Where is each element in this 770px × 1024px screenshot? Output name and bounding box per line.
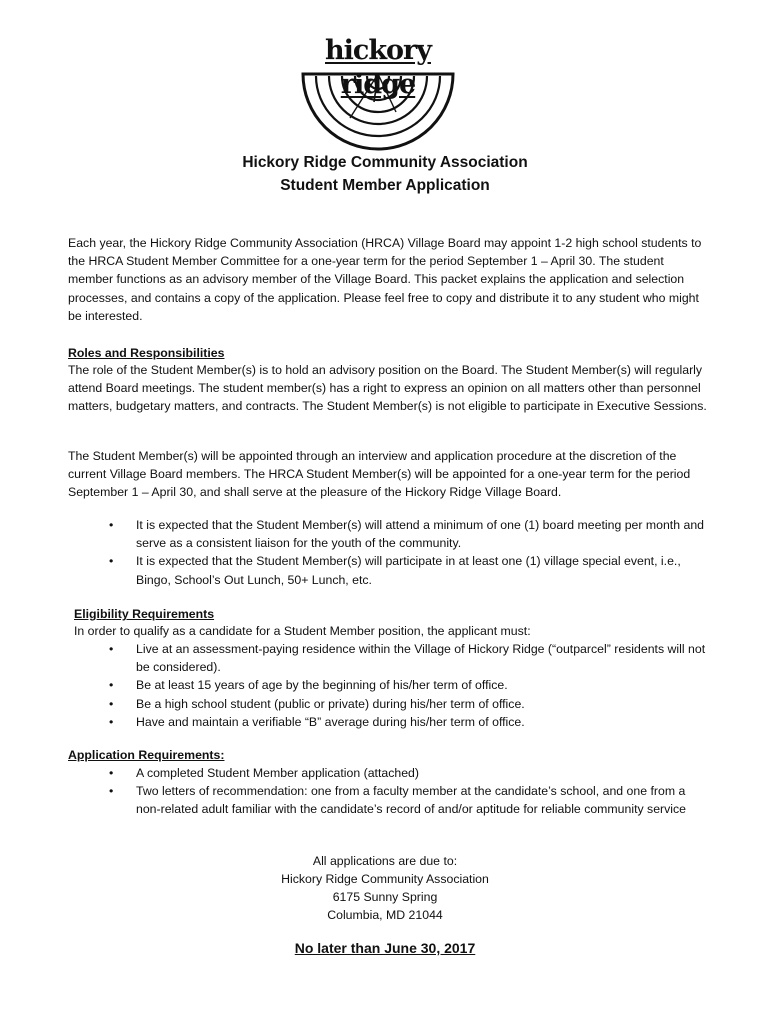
eligibility-intro: In order to qualify as a candidate for a Student Member position, the applicant must: bbox=[74, 624, 531, 638]
roles-paragraph-1: The role of the Student Member(s) is to hold an advisory position on the Board. The Student Member(s) will regularly attend Board meetings. The student member(s) has a right to express an opinion on all matters other than personnel matters, budgetary matters, and contracts. The Student Member(s) is not eligible to participate in Executive Sessions. bbox=[68, 363, 707, 414]
list-item: • Be a high school student (public or private) during his/her term of office. bbox=[136, 695, 706, 713]
application-bullet-list bbox=[109, 764, 706, 819]
bullet-icon: • bbox=[109, 678, 114, 693]
list-item: • It is expected that the Student Member(s) will participate in at least one (1) village special event, i.e., Bingo, School’s Out Lunch, 50+ Lunch, etc. bbox=[109, 554, 681, 587]
bullet-icon: • bbox=[109, 554, 114, 569]
due-line-4: Columbia, MD 21044 bbox=[327, 908, 443, 922]
page-title: Hickory Ridge Community Association bbox=[242, 154, 528, 171]
bullet-icon: • bbox=[109, 642, 114, 656]
logo-text: hickory ridge bbox=[325, 35, 431, 100]
roles-paragraph-2: The Student Member(s) will be appointed through an interview and application procedure at the discretion of the current Village Board members. The HRCA Student Member(s) will be appointed for a one-year term for the period September 1 – April 30, and shall serve at the pleasure of the Hickory Ridge Village Board. bbox=[68, 449, 691, 500]
application-heading: Application Requirements: bbox=[68, 748, 225, 762]
bullet-icon: • bbox=[109, 696, 114, 711]
eligibility-heading: Eligibility Requirements bbox=[74, 607, 215, 621]
due-line-1: All applications are due to: bbox=[312, 854, 458, 868]
deadline-text: No later than June 30, 2017 bbox=[294, 940, 476, 956]
list-item: • A completed Student Member application (attached) bbox=[136, 764, 706, 782]
list-item: • Be at least 15 years of age by the beginning of his/her term of office. bbox=[136, 676, 706, 694]
eligibility-bullet-list bbox=[109, 640, 706, 731]
list-item: • Two letters of recommendation: one from a faculty member at the candidate’s school, and one from a non-related adult familiar with the candidate’s record of and/or aptitude for reliable community service bbox=[109, 784, 687, 817]
roles-bullet-list bbox=[109, 516, 706, 589]
roles-heading: Roles and Responsibilities bbox=[68, 346, 225, 360]
bullet-icon: • bbox=[109, 766, 114, 780]
hickory-ridge-logo bbox=[298, 34, 458, 154]
page-subtitle: Student Member Application bbox=[280, 177, 490, 194]
due-line-3: 6175 Sunny Spring bbox=[332, 890, 438, 904]
intro-paragraph: Each year, the Hickory Ridge Community Association (HRCA) Village Board may appoint 1-2 high school students to the HRCA Student Member Committee for a one-year term for the period September 1 – April 30. The student member functions as an advisory member of the Village Board. This packet explains the application and selection processes, and contains a copy of the application. Please feel free to copy and distribute it to any student who might be interested. bbox=[68, 236, 702, 323]
bullet-icon: • bbox=[109, 784, 114, 799]
list-item: • Live at an assessment-paying residence within the Village of Hickory Ridge (“outparcel” residents will not be considered). bbox=[109, 642, 706, 675]
list-item: • It is expected that the Student Member(s) will attend a minimum of one (1) board meeting per month and serve as a consistent liaison for the youth of the community. bbox=[109, 518, 704, 551]
bullet-icon: • bbox=[109, 714, 114, 729]
due-line-2: Hickory Ridge Community Association bbox=[281, 872, 489, 886]
tree-ring-icon bbox=[300, 72, 456, 152]
list-item: • Have and maintain a verifiable “B” average during his/her term of office. bbox=[136, 713, 706, 731]
bullet-icon: • bbox=[109, 518, 114, 532]
